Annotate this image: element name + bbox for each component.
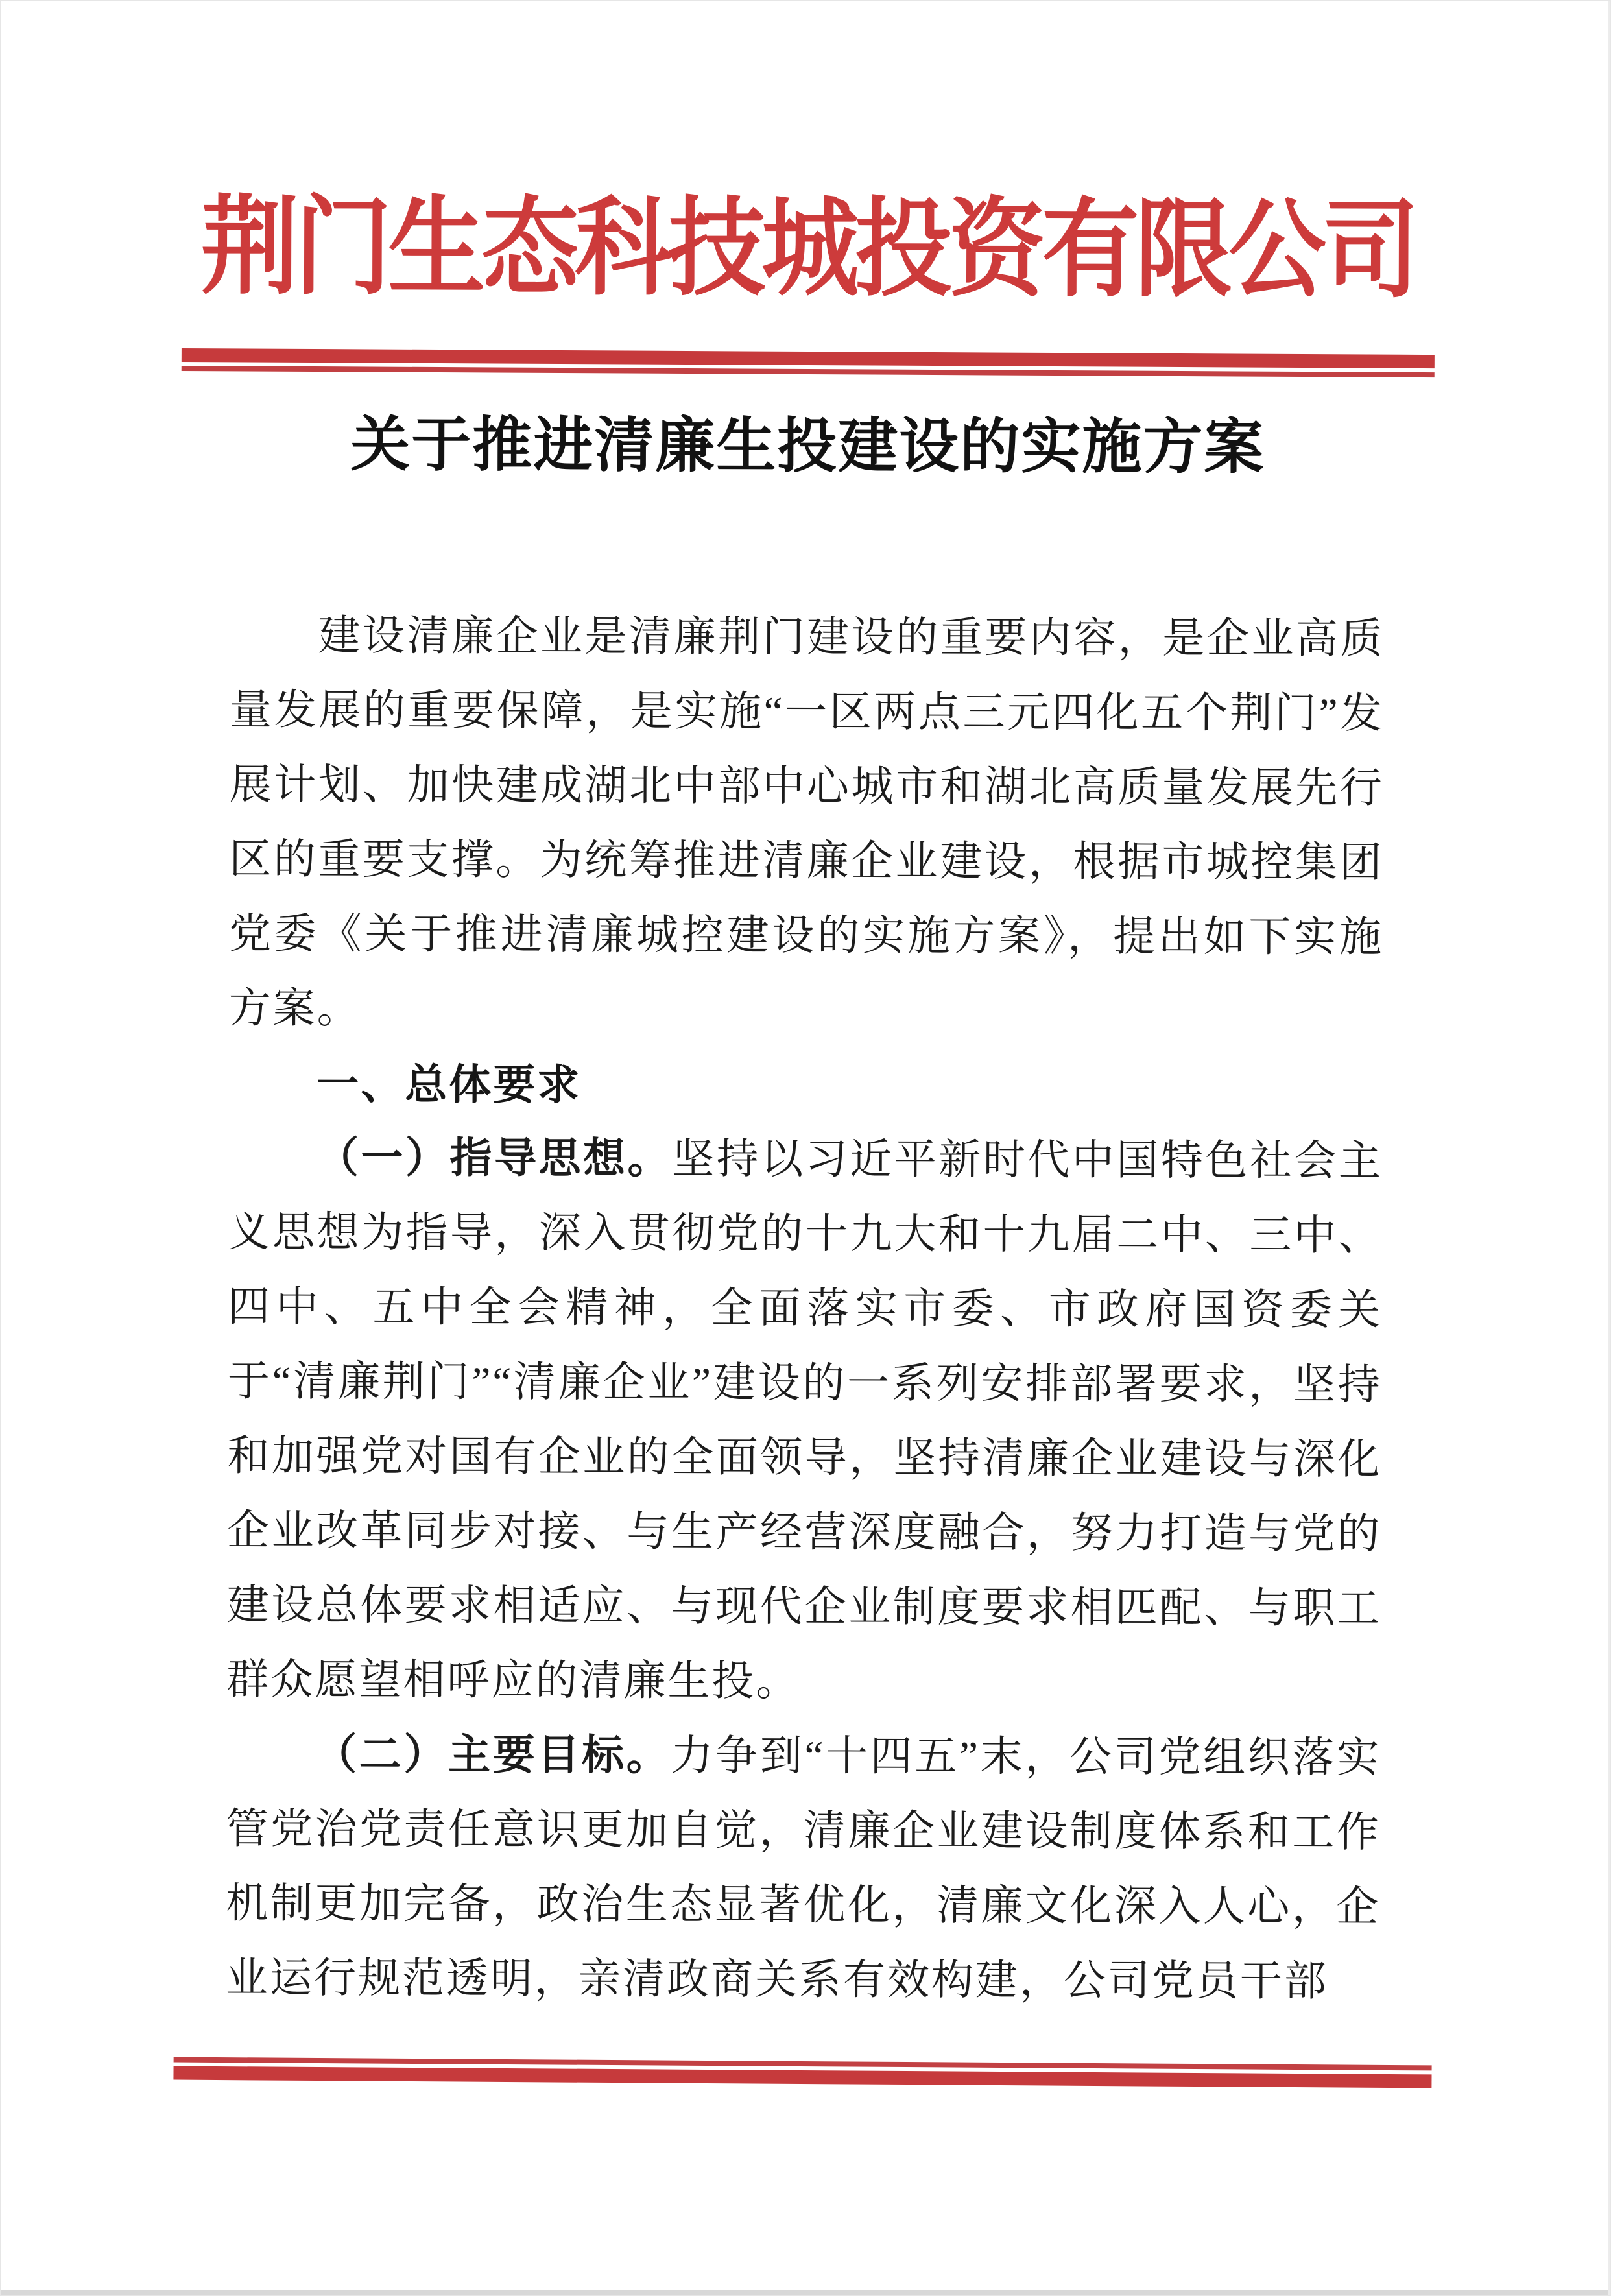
letterhead-company-name: 荆门生态科技城投资有限公司: [201, 188, 1416, 311]
document-title: 关于推进清廉生投建设的实施方案: [350, 411, 1265, 481]
paragraph-opening: [228, 599, 1384, 1050]
section-heading-overall-requirements: 一、总体要求: [316, 1060, 582, 1108]
letterhead-divider: [182, 348, 1435, 377]
paragraph-main-goals-text: 力争到“十四五”末，公司党组织落实管党治党责任意识更加自觉，清廉企业建设制度体系和工作机制更加完备，政治生态显著优化，清廉文化深入人心，企业运行规范透明，亲清政商关系有效构建，公司党员干部: [225, 1732, 1381, 2005]
paragraph-main-goals: [226, 1717, 1381, 2020]
document-body: [226, 599, 1385, 2020]
paragraph-guiding-ideology-text: 坚持以习近平新时代中国特色社会主义思想为指导，深入贯彻党的十九大和十九届二中、三中、四中、五中全会精神，全面落实市委、市政府国资委关于“清廉荆门”“清廉企业”建设的一系列安排部署要求，坚持和加强党对国有企业的全面领导，坚持清廉企业建设与深化企业改革同步对接、与生产经营深度融合，努力打造与党的建设总体要求相适应、与现代企业制度要求相匹配、与职工群众愿望相呼应的清廉生投。: [226, 1136, 1383, 1705]
paragraph-guiding-ideology: [226, 1121, 1383, 1721]
paragraph-guiding-ideology-lead: （一）指导思想。: [316, 1134, 673, 1183]
paragraph-opening-text: 建设清廉企业是清廉荆门建设的重要内容，是企业高质量发展的重要保障，是实施“一区两点三元四化五个荆门”发展计划、加快建成湖北中部中心城市和湖北高质量发展先行区的重要支撑。为统筹推进清廉企业建设，根据市城控集团党委《关于推进清廉城控建设的实施方案》，提出如下实施方案。: [228, 612, 1385, 1033]
footer-divider: [173, 2057, 1431, 2088]
paragraph-main-goals-lead: （二）主要目标。: [314, 1731, 671, 1780]
